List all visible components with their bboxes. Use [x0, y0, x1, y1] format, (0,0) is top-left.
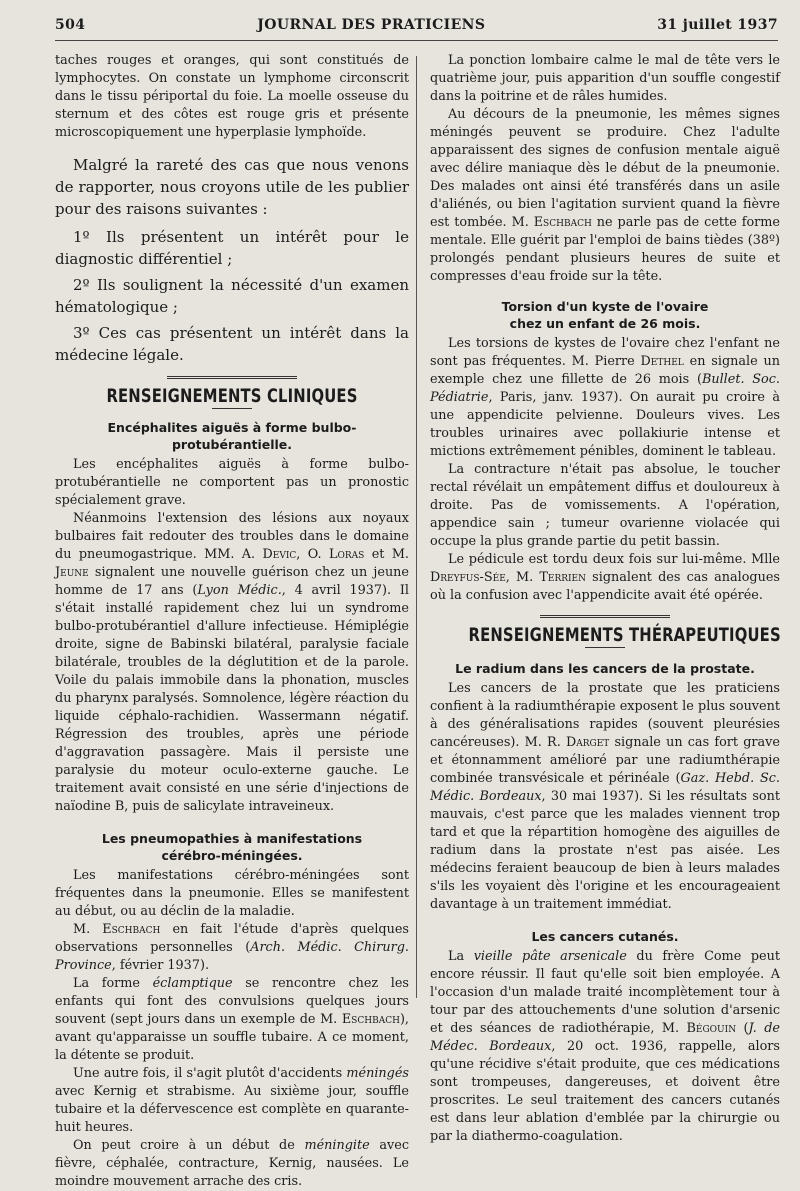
right-column [430, 52, 780, 1146]
paragraph: Les manifestations cérébro-méningées sont fréquentes dans la pneumonie. Elles se manifestent au début, ou au déclin de la maladie. [55, 868, 409, 919]
paragraph: La contracture n'était pas absolue, le toucher rectal révélait un empâtement diffus et douloureux à droite. Pas de vomissements. A l'opération, appendice sain ; tumeur ovarienne violacée qui occupe la plus grande partie du petit bassin. [430, 462, 780, 549]
author-name: Terrien [539, 570, 587, 585]
list-item: 2º Ils soulignent la nécessité d'un examen hématologique ; [55, 276, 409, 316]
author-name: Eschbach [533, 215, 592, 230]
citation: Bullet. Soc. Pédiatrie [430, 372, 780, 405]
paragraph: taches rouges et oranges, qui sont constitués de lymphocytes. On constate un lymphome circonscrit dans le tissu périportal du foie. La moelle osseuse du sternum et des côtes est rouge gris et présente microscopiquement une hyperplasie lymphoïde. [55, 53, 409, 140]
author-name: Eschbach [341, 1012, 400, 1027]
paragraph: La ponction lombaire calme le mal de tête vers le quatrième jour, puis apparition d'un souffle congestif dans la poitrine et de râles humides. [430, 53, 780, 104]
double-rule [167, 376, 297, 381]
page-number: 504 [55, 17, 86, 33]
citation: Arch. Médic. Chirurg. Province [55, 940, 409, 973]
issue-date: 31 juillet 1937 [657, 17, 778, 33]
citation: J. de Médec. Bordeaux [430, 1021, 780, 1054]
article-title: Les pneumopathies à manifestations cérébro-méningées. [101, 831, 363, 863]
running-head [55, 12, 778, 38]
article-title: Encéphalites aiguës à forme bulbo-protubérantielle. [107, 420, 357, 452]
author-name: Dreyfus-Sée [430, 570, 506, 585]
paragraph: Néanmoins l'extension des lésions aux noyaux bulbaires fait redouter des troubles dans le domaine du pneumogastrique. MM. A. Devic, O. Loras et M. Jeune signalent une nouvelle guérison chez un jeune homme de 17 ans (Lyon Médic., 4 avril 1937). Il s'était installé rapidement chez lui un syndrome bulbo-protubérantiel d'allure infectieuse. Hémiplégie droite, signe de Babinski bilatéral, paralysie faciale bilatérale, troubles de la déglutition et de la parole. Voile du palais immobile dans la phonation, muscles du pharynx paralysés. Somnolence, légère réaction du liquide céphalo-rachidien. Wassermann négatif. Régression des troubles, après une période d'aggravation passagère. Mais il persiste une paralysie du moteur oculo-externe gauche. Le traitement avait consisté en une série d'injections de naïodine B, puis de salicylate intraveineux. [55, 511, 410, 814]
section-title: RENSEIGNEMENTS CLINIQUES [106, 385, 358, 407]
paragraph: La forme éclamptique se rencontre chez les enfants qui font des convulsions quelques jours souvent (sept jours dans un exemple de M. Eschbach), avant qu'apparaisse un souffle tubaire. A ce moment, la détente se produit. [55, 976, 409, 1063]
paragraph: Les cancers de la prostate que les praticiens confient à la radiumthérapie exposent le plus souvent à des généralisations rapides (souvent pleurésies cancéreuses). M. R. Darget signale un cas fort grave et étonnamment amélioré par une radiumthérapie combinée transvésicale et périnéale (Gaz. Hebd. Sc. Médic. Bordeaux, 30 mai 1937). Si les résultats sont mauvais, c'est parce que les malades viennent trop tard et que la répartition homogène des aiguilles de radium dans la prostate n'est pas aisée. Les médecins feraient beaucoup de bien à leurs malades s'ils les voyaient dès l'origine et les encourageaient davantage à un traitement immédiat. [430, 681, 781, 912]
author-name: Darget [565, 735, 610, 750]
list-item: 3º Ces cas présentent un intérêt dans la médecine légale. [55, 324, 409, 364]
paragraph: Les encéphalites aiguës à forme bulbo-protubérantielle ne comportent pas un pronostic spécialement grave. [55, 457, 409, 508]
paragraph: La vieille pâte arsenicale du frère Come peut encore réussir. Il faut qu'elle soit bien employée. A l'occasion d'un malade traité incomplètement tour à tour par des attouchements d'une solution d'arsenic et des séances de radiothérapie, M. Bégouin (J. de Médec. Bordeaux, 20 oct. 1936, rappelle, alors qu'une récidive s'était produite, que ces médications sont trompeuses, dangereuses, et doivent être proscrites. Le seul traitement des cancers cutanés est dans leur ablation d'emblée par la chirurgie ou par la diathermo-coagulation. [430, 949, 780, 1144]
author-name: Eschbach [102, 922, 161, 937]
paragraph: Malgré la rareté des cas que nous venons de rapporter, nous croyons utile de les publier pour des raisons suivantes : [55, 156, 409, 218]
left-column [55, 52, 409, 1191]
author-name: Devic [262, 547, 297, 562]
paragraph: On peut croire à un début de méningite avec fièvre, céphalée, contracture, Kernig, nausées. Le moindre mouvement arrache des cris. [55, 1138, 409, 1189]
citation: Gaz. Hebd. Sc. Médic. Bordeaux [430, 771, 780, 804]
paragraph: Les torsions de kystes de l'ovaire chez l'enfant ne sont pas fréquentes. M. Pierre Dethel en signale un exemple chez une fillette de 26 mois (Bullet. Soc. Pédiatrie, Paris, janv. 1937). On aurait pu croire à une appendicite pelvienne. Douleurs vives. Les troubles urinaires avec pollakiurie intense et mictions extrêmement pénibles, dominent le tableau. [430, 336, 780, 459]
header-rule [55, 40, 778, 41]
article-title: Torsion d'un kyste de l'ovaire chez un enfant de 26 mois. [501, 299, 709, 331]
journal-title: JOURNAL DES PRATICIENS [257, 17, 486, 33]
section-title: RENSEIGNEMENTS THÉRAPEUTIQUES [468, 624, 781, 646]
paragraph: Le pédicule est tordu deux fois sur lui-même. Mlle Dreyfus-Sée, M. Terrien signalent des cas analogues où la confusion avec l'appendicite avait été opérée. [430, 552, 780, 603]
section-heading [55, 376, 409, 409]
section-heading [430, 615, 780, 648]
paragraph: Une autre fois, il s'agit plutôt d'accidents méningés avec Kernig et strabisme. Au sixième jour, souffle tubaire et la défervescence est complète en quarante-huit heures. [55, 1066, 409, 1135]
paragraph: Au décours de la pneumonie, les mêmes signes méningés peuvent se produire. Chez l'adulte apparaissent des signes de confusion mentale aiguë avec délire maniaque dès le début de la pneumonie. Des malades ont ainsi été transférés dans un asile d'aliénés, ou bien l'agitation survient quand la fièvre est tombée. M. Eschbach ne parle pas de cette forme mentale. Elle guérit par l'emploi de bains tièdes (38º) prolongés pendant plusieurs heures de suite et compresses d'eau froide sur la tête. [430, 107, 780, 284]
short-rule [585, 647, 625, 648]
author-name: Loras [328, 547, 365, 562]
author-name: Jeune [55, 565, 89, 580]
paragraph: M. Eschbach en fait l'étude d'après quelques observations personnelles (Arch. Médic. Chirurg. Province, février 1937). [55, 922, 409, 973]
citation: Lyon Médic. [197, 583, 282, 598]
article-title: Les cancers cutanés. [531, 929, 679, 944]
article-title: Le radium dans les cancers de la prostate. [455, 661, 755, 676]
double-rule [540, 615, 670, 620]
author-name: Dethel [640, 354, 684, 369]
list-item: 1º Ils présentent un intérêt pour le diagnostic différentiel ; [55, 228, 409, 268]
author-name: Bégouin [686, 1021, 737, 1036]
column-rule [416, 56, 417, 998]
short-rule [212, 408, 252, 409]
